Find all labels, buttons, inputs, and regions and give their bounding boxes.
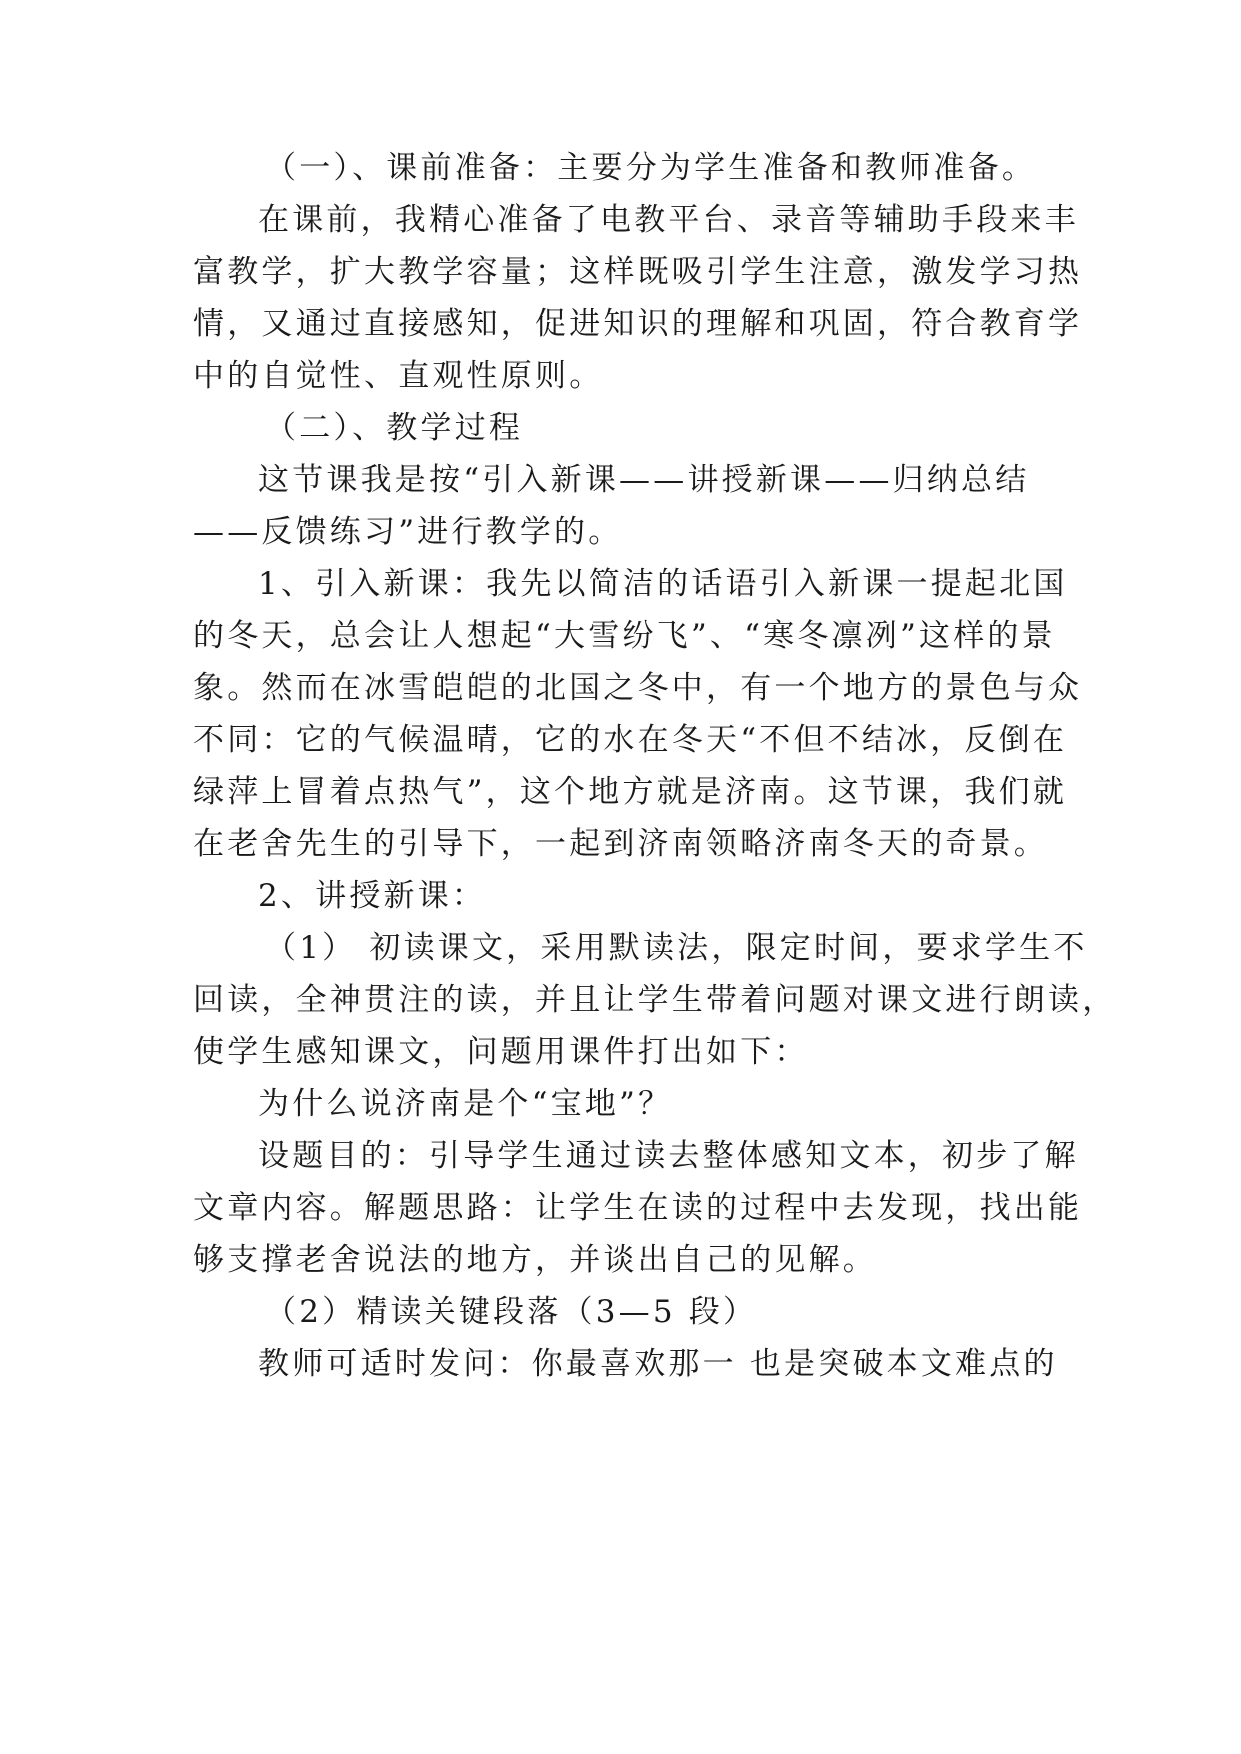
paragraph-line: 的冬天，总会让人想起“大雪纷飞”、“寒冬凛冽”这样的景: [193, 618, 1056, 654]
paragraph-line: 富教学，扩大教学容量；这样既吸引学生注意，激发学习热: [193, 254, 1083, 290]
paragraph-line: （2）精读关键段落（3—5 段）: [265, 1294, 758, 1330]
paragraph-line: 教师可适时发问：你最喜欢那一 也是突破本文难点的: [258, 1346, 1058, 1382]
paragraph-line: ——反馈练习”进行教学的。: [193, 514, 623, 550]
paragraph-line: 使学生感知课文，问题用课件打出如下：: [193, 1034, 809, 1070]
paragraph-line: 绿萍上冒着点热气”，这个地方就是济南。这节课，我们就: [193, 774, 1068, 810]
paragraph-line: （1） 初读课文，采用默读法，限定时间，要求学生不: [265, 930, 1088, 966]
paragraph-line: 在老舍先生的引导下，一起到济南领略济南冬天的奇景。: [193, 826, 1048, 862]
paragraph-line: 2、讲授新课：: [258, 878, 487, 914]
paragraph-line: 文章内容。解题思路：让学生在读的过程中去发现，找出能: [193, 1190, 1083, 1226]
paragraph-line: 象。然而在冰雪皑皑的北国之冬中，有一个地方的景色与众: [193, 670, 1083, 706]
question-line: 为什么说济南是个“宝地”？: [258, 1086, 673, 1122]
section-heading-process: （二）、教学过程: [265, 410, 524, 446]
paragraph-line: 中的自觉性、直观性原则。: [193, 358, 604, 394]
paragraph-line: 在课前，我精心准备了电教平台、录音等辅助手段来丰: [258, 202, 1079, 238]
section-heading-preparation: （一）、课前准备：主要分为学生准备和教师准备。: [265, 150, 1037, 186]
paragraph-line: 不同：它的气候温晴，它的水在冬天“不但不结冰，反倒在: [193, 722, 1068, 758]
paragraph-line: 回读，全神贯注的读，并且让学生带着问题对课文进行朗读，: [193, 982, 1117, 1018]
paragraph-line: 1、引入新课：我先以简洁的话语引入新课一提起北国: [258, 566, 1068, 602]
paragraph-line: 够支撑老舍说法的地方，并谈出自己的见解。: [193, 1242, 877, 1278]
paragraph-line: 情，又通过直接感知，促进知识的理解和巩固，符合教育学: [193, 306, 1083, 342]
paragraph-line: 设题目的：引导学生通过读去整体感知文本，初步了解: [258, 1138, 1079, 1174]
paragraph-line: 这节课我是按“引入新课——讲授新课——归纳总结: [258, 462, 1030, 498]
